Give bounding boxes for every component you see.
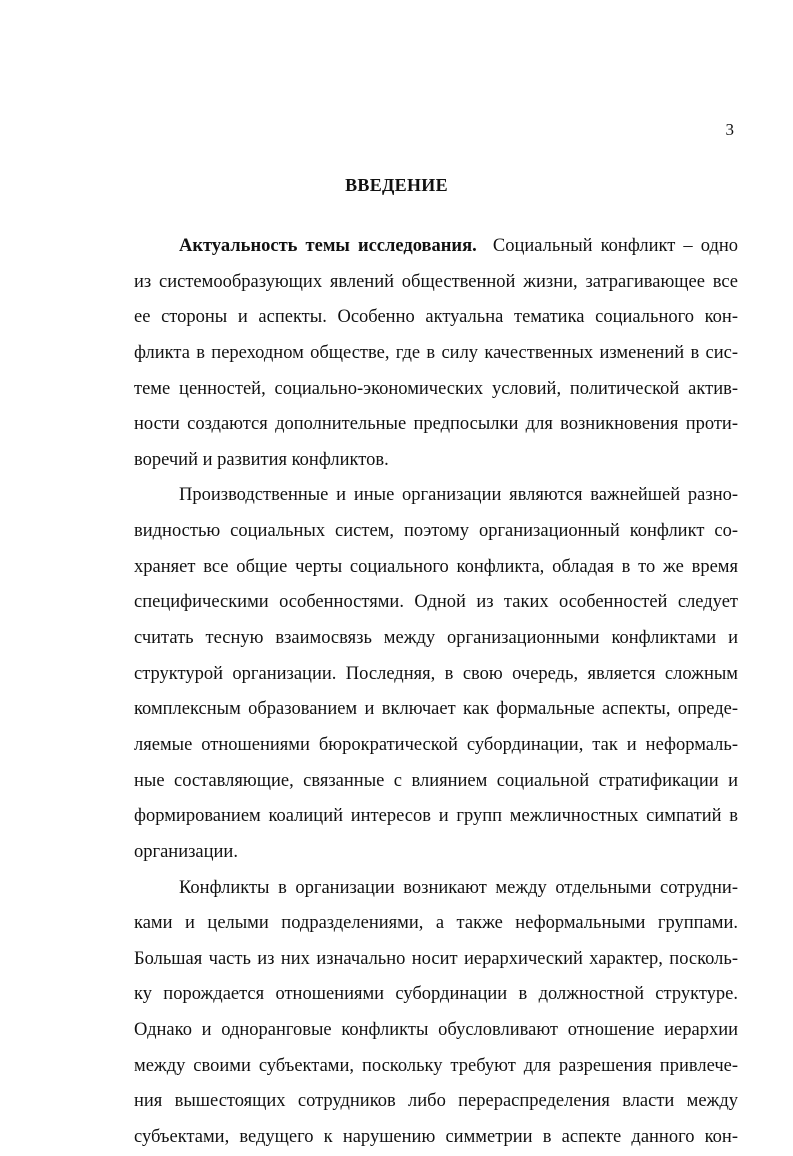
paragraph-organizations xyxy=(134,478,738,870)
paragraph-line: видностью социальных систем, поэтому организационный конфликт со- xyxy=(134,521,738,542)
paragraph-line: ку порождается отношениями субординации в должностной структуре. xyxy=(134,984,738,1005)
page-number: 3 xyxy=(725,120,734,139)
paragraph-line: ками и целыми подразделениями, а также неформальными группами. xyxy=(134,913,738,934)
paragraph-line: Конфликты в организации возникают между отдельными сотрудни- xyxy=(179,877,738,898)
paragraph-line: ные составляющие, связанные с влиянием социальной стратификации и xyxy=(134,770,738,791)
paragraph-line: считать тесную взаимосвязь между организационными конфликтами и xyxy=(134,628,738,649)
paragraph-line: фликта в переходном обществе, где в силу качественных изменений в сис- xyxy=(134,342,738,363)
paragraph-line: комплексным образованием и включает как формальные аспекты, опреде- xyxy=(134,699,738,720)
paragraph-line: ности создаются дополнительные предпосылки для возникновения проти- xyxy=(134,414,738,435)
paragraph-line: ния вышестоящих сотрудников либо перераспределения власти между xyxy=(134,1091,738,1112)
document-body xyxy=(134,229,738,1156)
paragraph-line: Большая часть из них изначально носит иерархический характер, посколь- xyxy=(134,948,738,969)
paragraph-line: формированием коалиций интересов и групп межличностных симпатий в xyxy=(134,806,738,827)
paragraph-line: структурой организации. Последняя, в свою очередь, является сложным xyxy=(134,663,738,684)
paragraph-line: из системообразующих явлений общественной жизни, затрагивающее все xyxy=(134,271,738,292)
page-title: ВВЕДЕНИЕ xyxy=(345,175,448,195)
paragraph-line: ее стороны и аспекты. Особенно актуальна тематика социального кон- xyxy=(134,307,738,328)
paragraph-line: Актуальность темы исследования. Социальный конфликт – одно xyxy=(179,236,739,256)
paragraph-line: Однако и одноранговые конфликты обусловливают отношение иерархии xyxy=(134,1020,738,1041)
paragraph-line: храняет все общие черты социального конфликта, обладая в то же время xyxy=(134,556,738,577)
paragraph-line: Производственные и иные организации являются важнейшей разно- xyxy=(179,485,738,506)
paragraph-line: между своими субъектами, поскольку требуют для разрешения привлече- xyxy=(134,1055,738,1076)
paragraph-line: теме ценностей, социально-экономических условий, политической актив- xyxy=(134,378,738,399)
lead-heading: Актуальность темы исследования. xyxy=(179,236,477,256)
paragraph-line: субъектами, ведущего к нарушению симметрии в аспекте данного кон- xyxy=(134,1127,738,1148)
paragraph-conflicts xyxy=(134,871,738,1156)
paragraph-line: специфическими особенностями. Одной из таких особенностей следует xyxy=(134,592,738,613)
paragraph-line: организации. xyxy=(134,841,238,862)
paragraph-line: воречий и развития конфликтов. xyxy=(134,449,389,470)
paragraph-line: ляемые отношениями бюрократической субординации, так и неформаль- xyxy=(134,734,738,755)
paragraph-relevance xyxy=(134,229,738,478)
